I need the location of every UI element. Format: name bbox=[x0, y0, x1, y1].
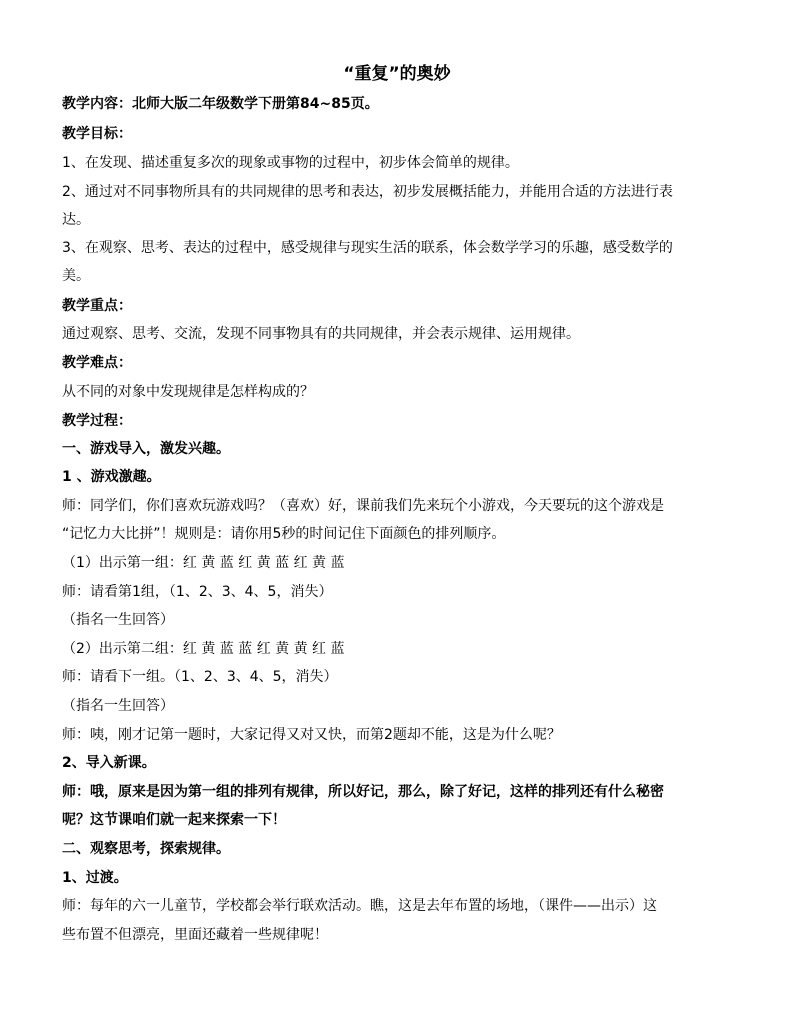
text-line: （指名一生回答） bbox=[62, 612, 174, 628]
text-line: 从不同的对象中发现规律是怎样构成的？ bbox=[62, 384, 314, 400]
text-line: 3、在观察、思考、表达的过程中，感受规律与现实生活的联系，体会数学学习的乐趣，感受数学的 bbox=[62, 240, 673, 256]
text-line: “记忆力大比拼”！规则是：请你用5秒的时间记住下面颜色的排列顺序。 bbox=[62, 526, 506, 542]
text-line: 些布置不但漂亮，里面还藏着一些规律呢！ bbox=[62, 927, 328, 943]
subsection-heading: 2、导入新课。 bbox=[62, 755, 156, 771]
document-title: “重复”的奥妙 bbox=[343, 64, 451, 84]
text-line: 师：哦，原来是因为第一组的排列有规律，所以好记，那么，除了好记，这样的排列还有什么秘密 bbox=[62, 784, 664, 800]
text-line: 1、在发现、描述重复多次的现象或事物的过程中，初步体会简单的规律。 bbox=[62, 155, 519, 171]
section-heading: 教学过程： bbox=[62, 413, 132, 429]
text-line: （指名一生回答） bbox=[62, 698, 174, 714]
text-line: 师：每年的六一儿童节，学校都会举行联欢活动。瞧，这是去年布置的场地，（课件——出示）这 bbox=[62, 898, 657, 914]
section-heading: 二、观察思考，探索规律。 bbox=[62, 841, 230, 857]
text-line: 教学内容：北师大版二年级数学下册第84~85页。 bbox=[62, 96, 379, 112]
text-line: （2）出示第二组：红 黄 蓝 蓝 红 黄 黄 红 蓝 bbox=[62, 641, 345, 657]
text-line: 师：同学们，你们喜欢玩游戏吗？（喜欢）好，课前我们先来玩个小游戏，今天要玩的这个游戏是 bbox=[62, 498, 664, 514]
text-line: 达。 bbox=[62, 212, 90, 228]
text-line: 师：请看第1组，（1、2、3、4、5，消失） bbox=[62, 584, 333, 600]
text-line: 师：咦，刚才记第一题时，大家记得又对又快，而第2题却不能，这是为什么呢？ bbox=[62, 727, 561, 743]
section-heading: 教学重点： bbox=[62, 298, 132, 314]
subsection-heading: 1、过渡。 bbox=[62, 870, 128, 886]
section-heading: 教学难点： bbox=[62, 355, 132, 371]
text-line: 呢？这节课咱们就一起来探索一下！ bbox=[62, 812, 286, 828]
text-line: 通过观察、思考、交流，发现不同事物具有的共同规律，并会表示规律、运用规律。 bbox=[62, 326, 580, 342]
text-line: 美。 bbox=[62, 268, 90, 284]
subsection-heading: 1 、游戏激趣。 bbox=[62, 469, 161, 485]
section-heading: 一、游戏导入，激发兴趣。 bbox=[62, 441, 230, 457]
text-line: （1）出示第一组：红 黄 蓝 红 黄 蓝 红 黄 蓝 bbox=[62, 555, 345, 571]
text-line: 师：请看下一组。（1、2、3、4、5，消失） bbox=[62, 669, 338, 685]
text-line: 2、通过对不同事物所具有的共同规律的思考和表达，初步发展概括能力，并能用合适的方法进行表 bbox=[62, 184, 673, 200]
section-heading: 教学目标： bbox=[62, 126, 132, 142]
